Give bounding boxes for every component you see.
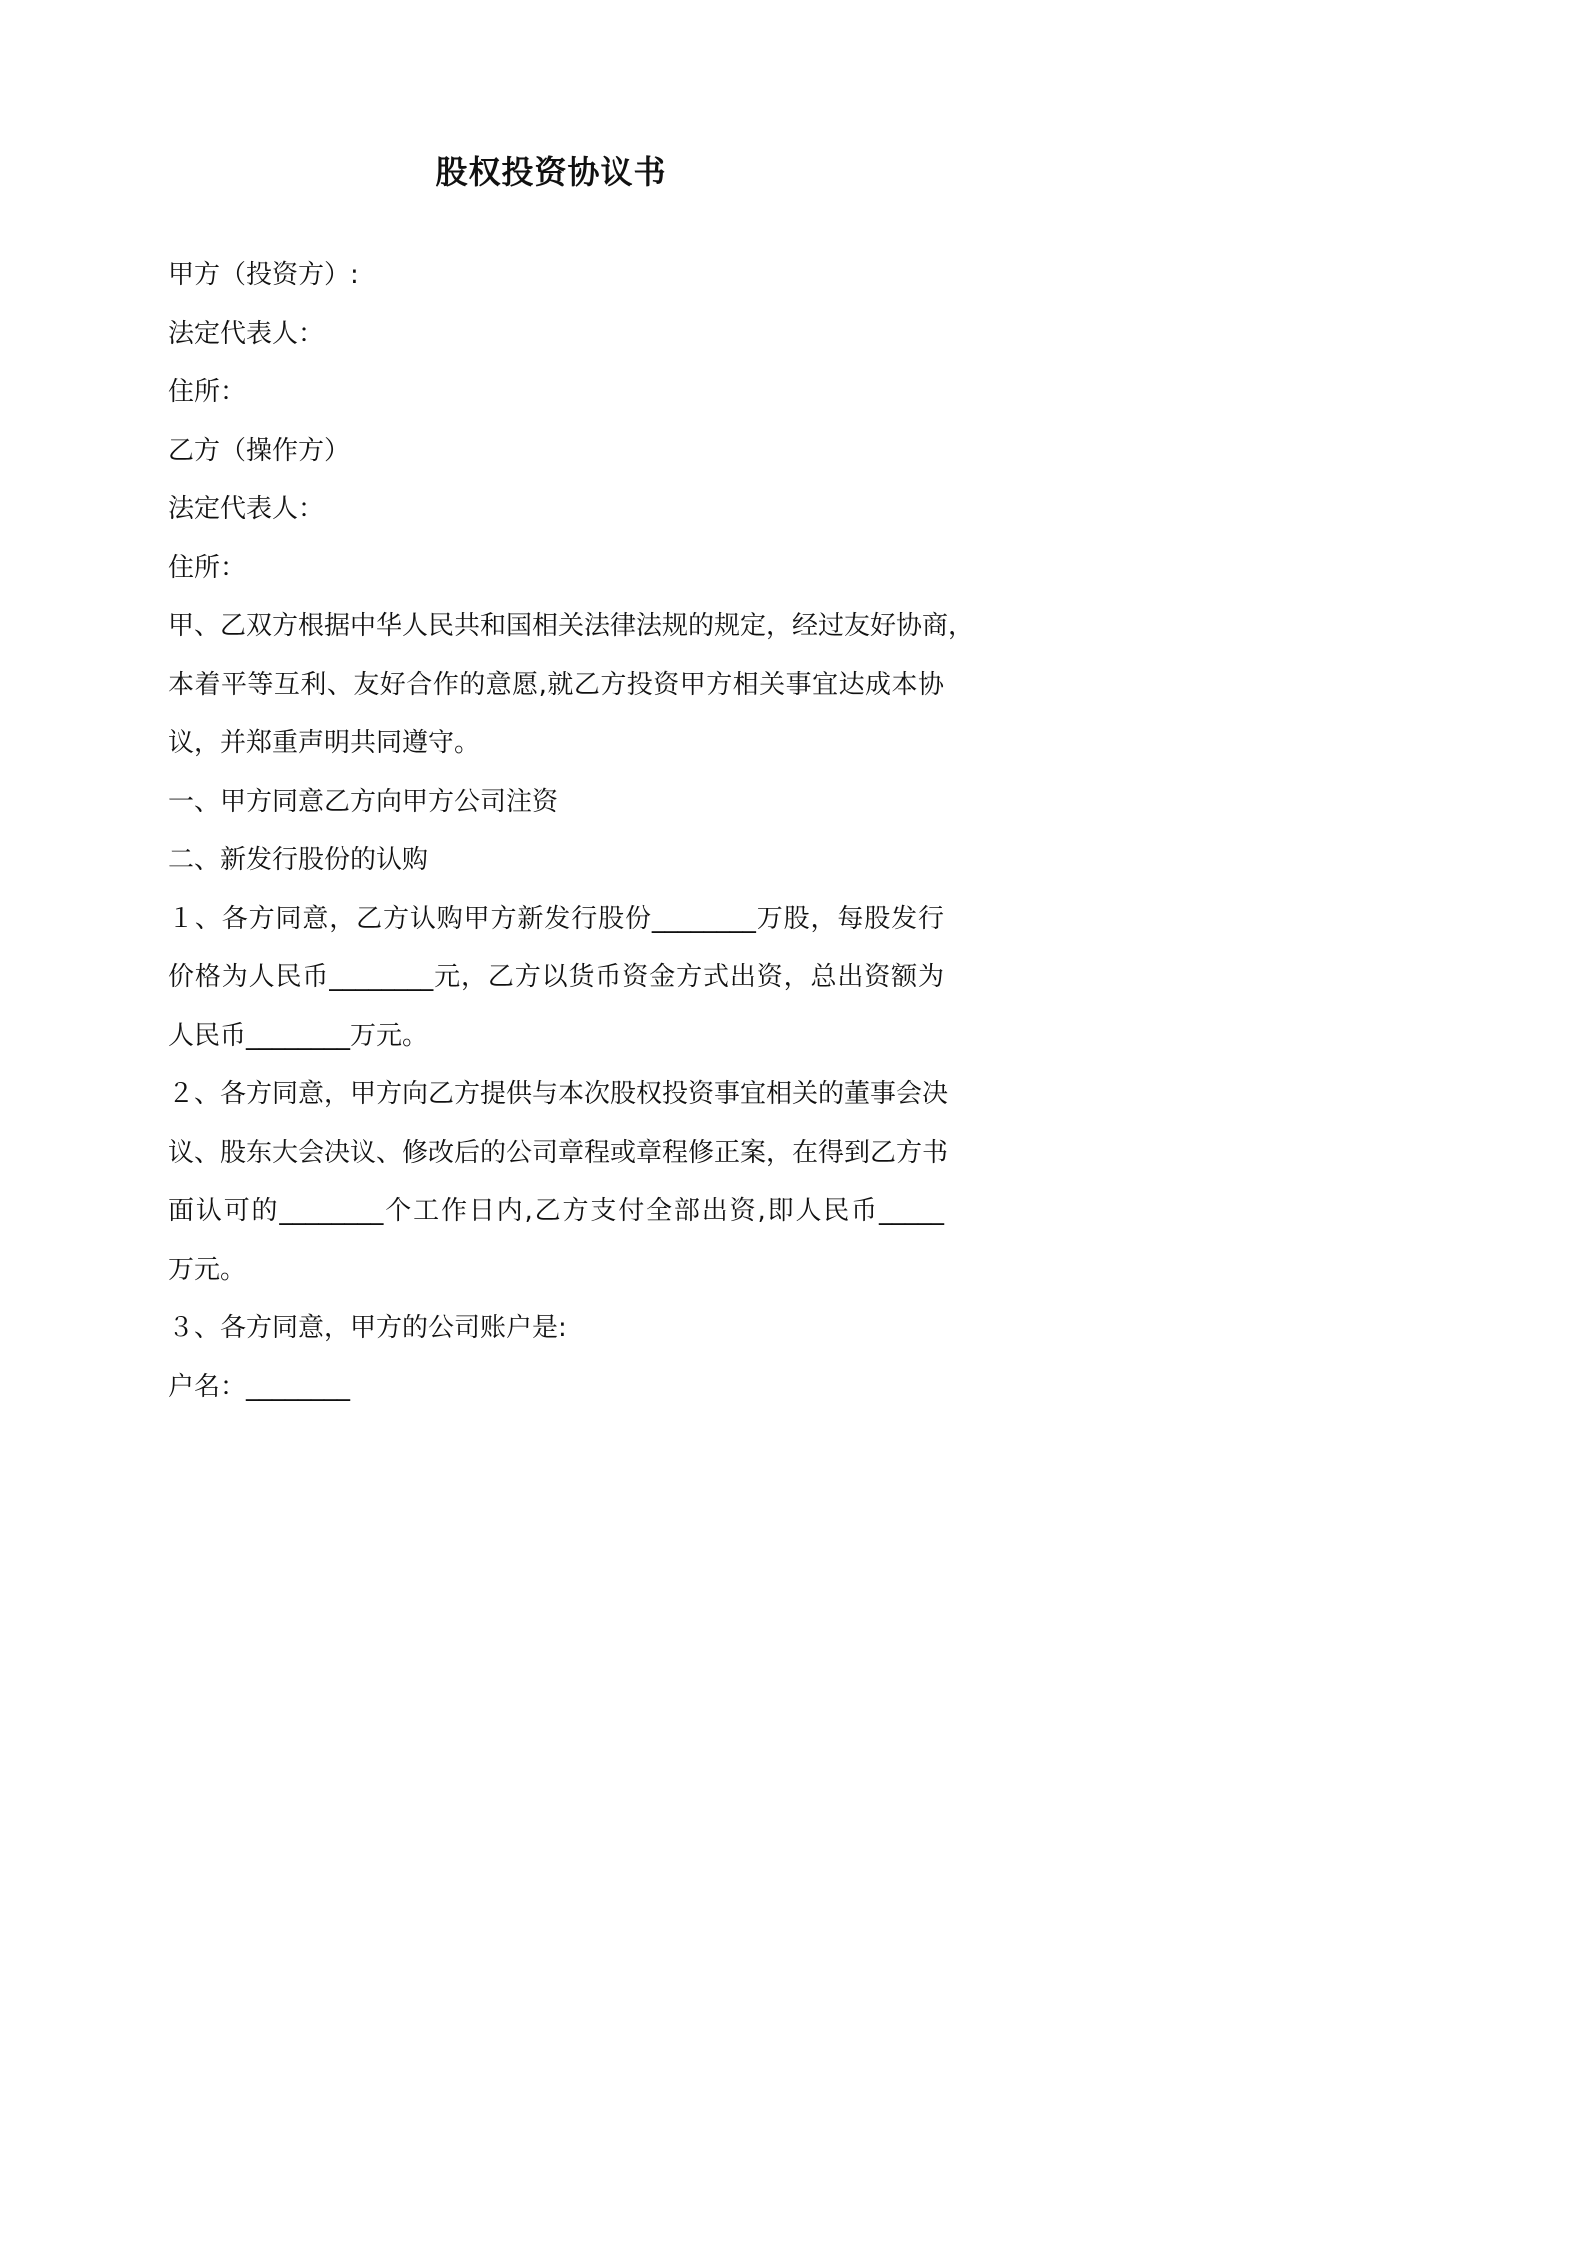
section-heading: 二、新发行股份的认购 [168, 845, 429, 875]
section-heading: 一、甲方同意乙方向甲方公司注资 [168, 786, 559, 817]
party-b-representative-label: 法定代表人： [168, 494, 325, 524]
preamble-line: 议，并郑重声明共同遵守。 [168, 728, 481, 758]
party-b-address-label: 住所： [168, 552, 247, 583]
clause-line: 议、股东大会决议、修改后的公司章程或章程修正案，在得到乙方书 [168, 1137, 949, 1168]
clause-line: 价格为人民币________元，乙方以货币资金方式出资，总出资额为 [168, 962, 944, 992]
party-b-label: 乙方（操作方） [168, 435, 351, 466]
party-a-address-label: 住所： [168, 377, 247, 407]
document-title: 股权投资协议书 [435, 153, 667, 191]
preamble-line: 本着平等互利、友好合作的意愿,就乙方投资甲方相关事宜达成本协 [168, 669, 944, 700]
party-a-label: 甲方（投资方）: [168, 260, 359, 290]
account-name-line: 户名：________ [168, 1371, 351, 1402]
clause-line: 面认可的________个工作日内,乙方支付全部出资,即人民币_____ [168, 1196, 944, 1226]
clause-line: 人民币________万元。 [168, 1020, 429, 1051]
clause-line: 万元。 [168, 1254, 247, 1285]
preamble-line: 甲、乙双方根据中华人民共和国相关法律法规的规定，经过友好协商， [168, 611, 975, 641]
clause-line: １、各方同意，乙方认购甲方新发行股份________万股，每股发行 [168, 903, 944, 934]
party-a-representative-label: 法定代表人： [168, 318, 325, 349]
document-body [168, 256, 975, 1426]
clause-line: ３、各方同意，甲方的公司账户是: [168, 1313, 567, 1343]
clause-line: ２、各方同意，甲方向乙方提供与本次股权投资事宜相关的董事会决 [168, 1079, 949, 1109]
document-page [0, 0, 1102, 1558]
